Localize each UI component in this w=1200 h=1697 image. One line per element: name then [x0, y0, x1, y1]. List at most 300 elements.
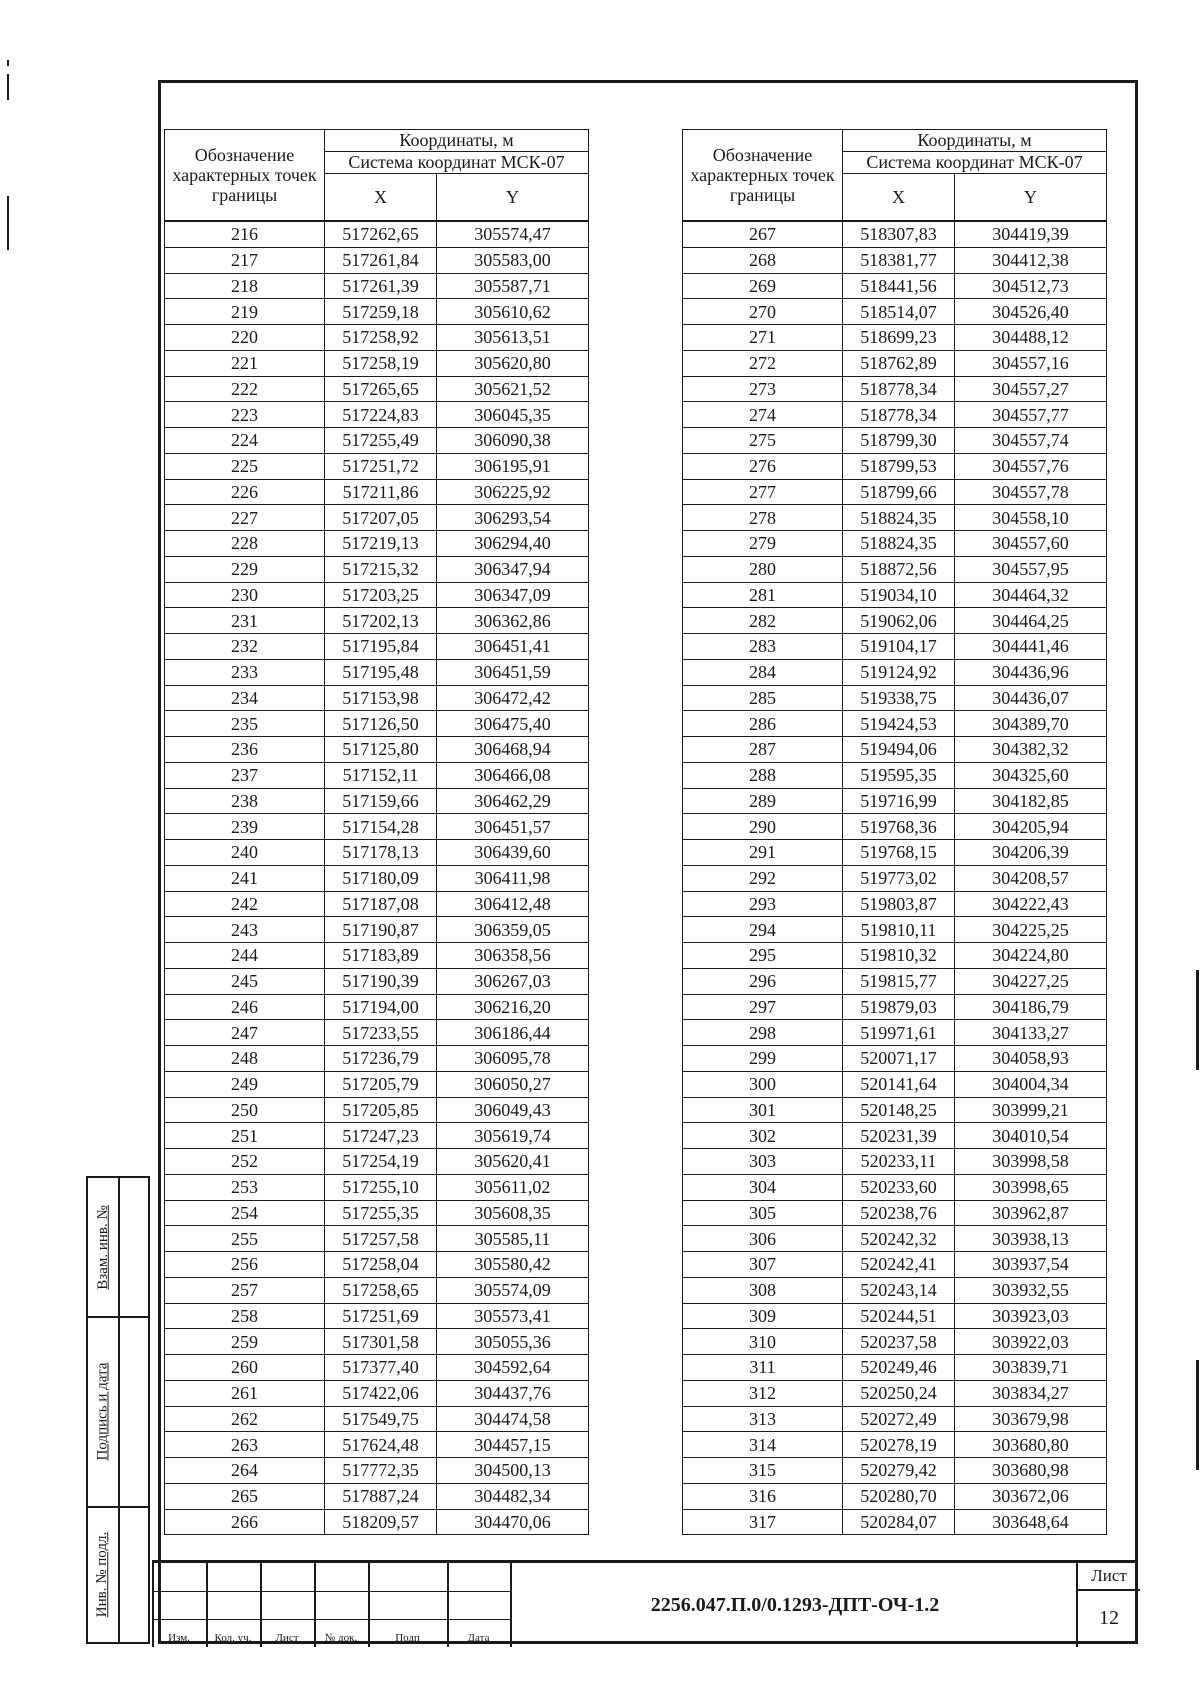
- y-coordinate: 304205,94: [955, 814, 1107, 840]
- point-number: 286: [683, 711, 843, 737]
- y-coordinate: 306411,98: [437, 865, 589, 891]
- table-row: [683, 1329, 1107, 1355]
- table-row: [165, 840, 589, 866]
- point-number: 302: [683, 1123, 843, 1149]
- x-coordinate: 517301,58: [325, 1329, 437, 1355]
- point-number: 314: [683, 1432, 843, 1458]
- x-coordinate: 519768,15: [843, 840, 955, 866]
- y-coordinate: 303679,98: [955, 1406, 1107, 1432]
- point-number: 251: [165, 1123, 325, 1149]
- table-row: [683, 1174, 1107, 1200]
- table-row: [683, 994, 1107, 1020]
- coords-title-header: Координаты, м: [843, 130, 1107, 152]
- x-coordinate: 520250,24: [843, 1380, 955, 1406]
- y-coordinate: 303680,80: [955, 1432, 1107, 1458]
- point-number: 261: [165, 1380, 325, 1406]
- table-row: [683, 402, 1107, 428]
- x-coordinate: 517259,18: [325, 299, 437, 325]
- point-number: 239: [165, 814, 325, 840]
- y-coordinate: 305608,35: [437, 1200, 589, 1226]
- table-row: [165, 814, 589, 840]
- table-row: [165, 299, 589, 325]
- x-coordinate: 520249,46: [843, 1355, 955, 1381]
- sheet-cell: [1076, 1563, 1140, 1647]
- table-row: [683, 1200, 1107, 1226]
- y-coordinate: 305574,09: [437, 1277, 589, 1303]
- table-row: [683, 1149, 1107, 1175]
- table-row: [683, 1252, 1107, 1278]
- y-coordinate: 303834,27: [955, 1380, 1107, 1406]
- y-coordinate: 304004,34: [955, 1071, 1107, 1097]
- table-row: [165, 1303, 589, 1329]
- point-number: 287: [683, 737, 843, 763]
- point-number: 283: [683, 634, 843, 660]
- side-stamp: [86, 1176, 150, 1644]
- table-row: [165, 634, 589, 660]
- point-number: 258: [165, 1303, 325, 1329]
- x-coordinate: 520280,70: [843, 1483, 955, 1509]
- scan-mark: [1196, 1360, 1199, 1470]
- point-number: 248: [165, 1046, 325, 1072]
- title-block: [152, 1560, 1138, 1647]
- x-coordinate: 517125,80: [325, 737, 437, 763]
- table-row: [165, 350, 589, 376]
- point-number: 218: [165, 273, 325, 299]
- x-coordinate: 517377,40: [325, 1355, 437, 1381]
- y-coordinate: 306347,94: [437, 556, 589, 582]
- coords-title-header: Координаты, м: [325, 130, 589, 152]
- y-coordinate: 303922,03: [955, 1329, 1107, 1355]
- x-coordinate: 518824,35: [843, 505, 955, 531]
- x-coordinate: 519062,06: [843, 608, 955, 634]
- table-row: [165, 247, 589, 273]
- scan-mark: [1196, 970, 1199, 1070]
- table-row: [165, 865, 589, 891]
- table-row: [165, 1200, 589, 1226]
- y-coordinate: 305585,11: [437, 1226, 589, 1252]
- x-coordinate: 519803,87: [843, 891, 955, 917]
- y-coordinate: 305055,36: [437, 1329, 589, 1355]
- table-row: [165, 531, 589, 557]
- x-coordinate: 517261,84: [325, 247, 437, 273]
- point-number: 290: [683, 814, 843, 840]
- table-row: [683, 556, 1107, 582]
- x-coordinate: 520244,51: [843, 1303, 955, 1329]
- table-row: [683, 531, 1107, 557]
- x-coordinate: 518778,34: [843, 402, 955, 428]
- y-coordinate: 306412,48: [437, 891, 589, 917]
- point-number: 268: [683, 247, 843, 273]
- point-number: 233: [165, 659, 325, 685]
- point-number: 306: [683, 1226, 843, 1252]
- y-coordinate: 304441,46: [955, 634, 1107, 660]
- table-row: [165, 505, 589, 531]
- point-number: 299: [683, 1046, 843, 1072]
- y-coordinate: 303932,55: [955, 1277, 1107, 1303]
- document-code-cell: [510, 1563, 1078, 1647]
- table-row: [165, 1174, 589, 1200]
- scan-mark: [7, 74, 9, 100]
- x-coordinate: 519716,99: [843, 788, 955, 814]
- point-number: 276: [683, 453, 843, 479]
- table-row: [683, 917, 1107, 943]
- point-number: 266: [165, 1509, 325, 1535]
- y-coordinate: 304557,60: [955, 531, 1107, 557]
- y-coordinate: 305620,80: [437, 350, 589, 376]
- point-number: 288: [683, 762, 843, 788]
- point-number: 217: [165, 247, 325, 273]
- table-row: [683, 1303, 1107, 1329]
- x-coordinate: 517195,84: [325, 634, 437, 660]
- point-number: 292: [683, 865, 843, 891]
- point-number: 271: [683, 325, 843, 351]
- table-row: [683, 685, 1107, 711]
- table-row: [165, 273, 589, 299]
- table-row: [165, 1380, 589, 1406]
- x-coordinate: 517195,48: [325, 659, 437, 685]
- x-coordinate: 517219,13: [325, 531, 437, 557]
- x-coordinate: 518699,23: [843, 325, 955, 351]
- x-coordinate: 520233,60: [843, 1174, 955, 1200]
- point-number: 285: [683, 685, 843, 711]
- point-number: 315: [683, 1458, 843, 1484]
- table-row: [683, 1355, 1107, 1381]
- point-number: 263: [165, 1432, 325, 1458]
- point-number: 229: [165, 556, 325, 582]
- podpis-label-cell: [88, 1316, 118, 1506]
- x-coordinate: 517153,98: [325, 685, 437, 711]
- x-coordinate: 517194,00: [325, 994, 437, 1020]
- x-coordinate: 517154,28: [325, 814, 437, 840]
- point-number: 246: [165, 994, 325, 1020]
- y-coordinate: 304464,25: [955, 608, 1107, 634]
- table-row: [165, 968, 589, 994]
- y-coordinate: 304186,79: [955, 994, 1107, 1020]
- table-row: [165, 428, 589, 454]
- table-row: [683, 1406, 1107, 1432]
- x-coordinate: 520242,41: [843, 1252, 955, 1278]
- table-row: [683, 659, 1107, 685]
- x-coordinate: 517261,39: [325, 273, 437, 299]
- x-coordinate: 520278,19: [843, 1432, 955, 1458]
- point-number: 255: [165, 1226, 325, 1252]
- x-coordinate: 519971,61: [843, 1020, 955, 1046]
- point-number: 274: [683, 402, 843, 428]
- point-number: 304: [683, 1174, 843, 1200]
- y-coordinate: 304222,43: [955, 891, 1107, 917]
- y-coordinate: 304224,80: [955, 943, 1107, 969]
- point-number: 247: [165, 1020, 325, 1046]
- table-row: [683, 608, 1107, 634]
- table-row: [165, 762, 589, 788]
- y-coordinate: 305583,00: [437, 247, 589, 273]
- table-row: [683, 428, 1107, 454]
- x-coordinate: 520284,07: [843, 1509, 955, 1535]
- y-coordinate: 306216,20: [437, 994, 589, 1020]
- y-coordinate: 306451,41: [437, 634, 589, 660]
- x-coordinate: 517205,79: [325, 1071, 437, 1097]
- table-row: [683, 376, 1107, 402]
- point-number: 228: [165, 531, 325, 557]
- point-number: 279: [683, 531, 843, 557]
- point-number: 256: [165, 1252, 325, 1278]
- coord-system-header: Система координат МСК-07: [843, 152, 1107, 174]
- x-coordinate: 517772,35: [325, 1458, 437, 1484]
- x-coordinate: 520141,64: [843, 1071, 955, 1097]
- x-coordinate: 518872,56: [843, 556, 955, 582]
- list-label: Лист: [275, 1632, 299, 1644]
- x-coordinate: 517159,66: [325, 788, 437, 814]
- point-number: 252: [165, 1149, 325, 1175]
- y-coordinate: 306468,94: [437, 737, 589, 763]
- coord-system-header: Система координат МСК-07: [325, 152, 589, 174]
- table-row: [165, 1020, 589, 1046]
- table-row: [683, 299, 1107, 325]
- point-number: 250: [165, 1097, 325, 1123]
- x-coordinate: 517254,19: [325, 1149, 437, 1175]
- x-coordinate: 519768,36: [843, 814, 955, 840]
- point-number: 308: [683, 1277, 843, 1303]
- point-number: 245: [165, 968, 325, 994]
- y-coordinate: 304512,73: [955, 273, 1107, 299]
- x-coordinate: 517887,24: [325, 1483, 437, 1509]
- table-row: [165, 1458, 589, 1484]
- y-coordinate: 306475,40: [437, 711, 589, 737]
- x-coordinate: 517258,65: [325, 1277, 437, 1303]
- data-label: Дата: [467, 1632, 490, 1644]
- x-coordinate: 518778,34: [843, 376, 955, 402]
- table-row: [165, 453, 589, 479]
- point-number: 242: [165, 891, 325, 917]
- x-coordinate: 517265,65: [325, 376, 437, 402]
- y-coordinate: 304557,78: [955, 479, 1107, 505]
- x-coordinate: 517203,25: [325, 582, 437, 608]
- point-number: 264: [165, 1458, 325, 1484]
- x-coordinate: 519424,53: [843, 711, 955, 737]
- y-header: Y: [437, 174, 589, 222]
- coordinates-table-right: [682, 129, 1107, 1535]
- table-row: [683, 1380, 1107, 1406]
- x-coordinate: 519595,35: [843, 762, 955, 788]
- point-number: 230: [165, 582, 325, 608]
- inv-label-cell: [88, 1506, 118, 1642]
- x-coordinate: 520237,58: [843, 1329, 955, 1355]
- x-coordinate: 517251,72: [325, 453, 437, 479]
- table-row: [683, 1458, 1107, 1484]
- x-coordinate: 517205,85: [325, 1097, 437, 1123]
- table-row: [683, 582, 1107, 608]
- x-coordinate: 519810,11: [843, 917, 955, 943]
- table-row: [683, 737, 1107, 763]
- table-row: [165, 1483, 589, 1509]
- x-coordinate: 520272,49: [843, 1406, 955, 1432]
- point-number: 234: [165, 685, 325, 711]
- y-coordinate: 306293,54: [437, 505, 589, 531]
- y-coordinate: 304558,10: [955, 505, 1107, 531]
- x-coordinate: 517255,10: [325, 1174, 437, 1200]
- x-coordinate: 518799,30: [843, 428, 955, 454]
- y-coordinate: 303998,58: [955, 1149, 1107, 1175]
- point-number: 254: [165, 1200, 325, 1226]
- table-row: [165, 556, 589, 582]
- point-number: 223: [165, 402, 325, 428]
- sheet-number: 12: [1099, 1607, 1119, 1629]
- table-row: [165, 1252, 589, 1278]
- y-coordinate: 304488,12: [955, 325, 1107, 351]
- x-coordinate: 520238,76: [843, 1200, 955, 1226]
- vzam-label-cell: [88, 1178, 118, 1316]
- y-coordinate: 304457,15: [437, 1432, 589, 1458]
- x-header: X: [325, 174, 437, 222]
- point-number: 310: [683, 1329, 843, 1355]
- x-coordinate: 519494,06: [843, 737, 955, 763]
- table-row: [165, 1097, 589, 1123]
- y-coordinate: 303923,03: [955, 1303, 1107, 1329]
- y-coordinate: 305621,52: [437, 376, 589, 402]
- point-name-header: Обозначение характерных точек границы: [165, 130, 325, 222]
- y-coordinate: 304470,06: [437, 1509, 589, 1535]
- x-coordinate: 520231,39: [843, 1123, 955, 1149]
- x-coordinate: 517178,13: [325, 840, 437, 866]
- point-number: 309: [683, 1303, 843, 1329]
- y-coordinate: 306225,92: [437, 479, 589, 505]
- x-coordinate: 518799,53: [843, 453, 955, 479]
- point-name-header: Обозначение характерных точек границы: [683, 130, 843, 222]
- podp-label: Подп: [395, 1632, 420, 1644]
- x-coordinate: 518209,57: [325, 1509, 437, 1535]
- coordinates-table-left: [164, 129, 589, 1535]
- y-coordinate: 304419,39: [955, 221, 1107, 247]
- y-coordinate: 304474,58: [437, 1406, 589, 1432]
- vzam-inv-label: Взам. инв. №: [94, 1204, 111, 1290]
- y-coordinate: 304557,76: [955, 453, 1107, 479]
- x-coordinate: 518762,89: [843, 350, 955, 376]
- y-coordinate: 305587,71: [437, 273, 589, 299]
- x-coordinate: 517152,11: [325, 762, 437, 788]
- table-row: [683, 788, 1107, 814]
- y-coordinate: 303998,65: [955, 1174, 1107, 1200]
- table-row: [165, 376, 589, 402]
- y-coordinate: 306358,56: [437, 943, 589, 969]
- y-coordinate: 303839,71: [955, 1355, 1107, 1381]
- point-number: 300: [683, 1071, 843, 1097]
- x-coordinate: 517257,58: [325, 1226, 437, 1252]
- x-coordinate: 517262,65: [325, 221, 437, 247]
- table-row: [165, 994, 589, 1020]
- point-number: 297: [683, 994, 843, 1020]
- table-row: [683, 814, 1107, 840]
- x-coordinate: 517251,69: [325, 1303, 437, 1329]
- y-coordinate: 303672,06: [955, 1483, 1107, 1509]
- table-row: [683, 634, 1107, 660]
- x-coordinate: 520242,32: [843, 1226, 955, 1252]
- x-coordinate: 517180,09: [325, 865, 437, 891]
- x-coordinate: 517236,79: [325, 1046, 437, 1072]
- table-row: [683, 1123, 1107, 1149]
- table-row: [683, 1509, 1107, 1535]
- point-number: 226: [165, 479, 325, 505]
- y-coordinate: 306439,60: [437, 840, 589, 866]
- x-coordinate: 517202,13: [325, 608, 437, 634]
- table-row: [165, 1046, 589, 1072]
- x-coordinate: 520148,25: [843, 1097, 955, 1123]
- point-number: 317: [683, 1509, 843, 1535]
- point-number: 267: [683, 221, 843, 247]
- point-number: 280: [683, 556, 843, 582]
- y-coordinate: 304557,27: [955, 376, 1107, 402]
- x-coordinate: 517255,49: [325, 428, 437, 454]
- point-number: 298: [683, 1020, 843, 1046]
- y-coordinate: 306186,44: [437, 1020, 589, 1046]
- y-coordinate: 304526,40: [955, 299, 1107, 325]
- x-coordinate: 517258,19: [325, 350, 437, 376]
- table-row: [165, 1123, 589, 1149]
- point-number: 243: [165, 917, 325, 943]
- x-coordinate: 518799,66: [843, 479, 955, 505]
- point-number: 278: [683, 505, 843, 531]
- table-row: [165, 582, 589, 608]
- x-coordinate: 517247,23: [325, 1123, 437, 1149]
- table-row: [683, 221, 1107, 247]
- y-coordinate: 304058,93: [955, 1046, 1107, 1072]
- point-number: 253: [165, 1174, 325, 1200]
- y-coordinate: 304133,27: [955, 1020, 1107, 1046]
- inv-podl-label: Инв. № подл.: [94, 1531, 111, 1617]
- y-coordinate: 305611,02: [437, 1174, 589, 1200]
- x-coordinate: 517190,87: [325, 917, 437, 943]
- table-row: [165, 891, 589, 917]
- x-coordinate: 517190,39: [325, 968, 437, 994]
- y-coordinate: 306049,43: [437, 1097, 589, 1123]
- y-coordinate: 304225,25: [955, 917, 1107, 943]
- x-coordinate: 518441,56: [843, 273, 955, 299]
- point-number: 227: [165, 505, 325, 531]
- point-number: 312: [683, 1380, 843, 1406]
- point-number: 241: [165, 865, 325, 891]
- x-coordinate: 519338,75: [843, 685, 955, 711]
- x-coordinate: 518381,77: [843, 247, 955, 273]
- x-coordinate: 519815,77: [843, 968, 955, 994]
- y-coordinate: 305580,42: [437, 1252, 589, 1278]
- table-row: [683, 1071, 1107, 1097]
- point-number: 313: [683, 1406, 843, 1432]
- y-coordinate: 303937,54: [955, 1252, 1107, 1278]
- point-number: 238: [165, 788, 325, 814]
- table-row: [683, 840, 1107, 866]
- table-row: [683, 891, 1107, 917]
- point-number: 289: [683, 788, 843, 814]
- table-row: [683, 1432, 1107, 1458]
- x-coordinate: 517187,08: [325, 891, 437, 917]
- point-number: 240: [165, 840, 325, 866]
- y-coordinate: 304500,13: [437, 1458, 589, 1484]
- document-code: 2256.047.П.0/0.1293-ДПТ-ОЧ-1.2: [650, 1593, 940, 1616]
- point-number: 305: [683, 1200, 843, 1226]
- point-number: 220: [165, 325, 325, 351]
- table-row: [165, 1432, 589, 1458]
- y-coordinate: 304227,25: [955, 968, 1107, 994]
- y-coordinate: 305619,74: [437, 1123, 589, 1149]
- y-coordinate: 306267,03: [437, 968, 589, 994]
- y-coordinate: 306362,86: [437, 608, 589, 634]
- y-coordinate: 306294,40: [437, 531, 589, 557]
- point-number: 311: [683, 1355, 843, 1381]
- y-coordinate: 306045,35: [437, 402, 589, 428]
- x-coordinate: 517258,92: [325, 325, 437, 351]
- table-row: [165, 608, 589, 634]
- table-row: [165, 659, 589, 685]
- y-coordinate: 303680,98: [955, 1458, 1107, 1484]
